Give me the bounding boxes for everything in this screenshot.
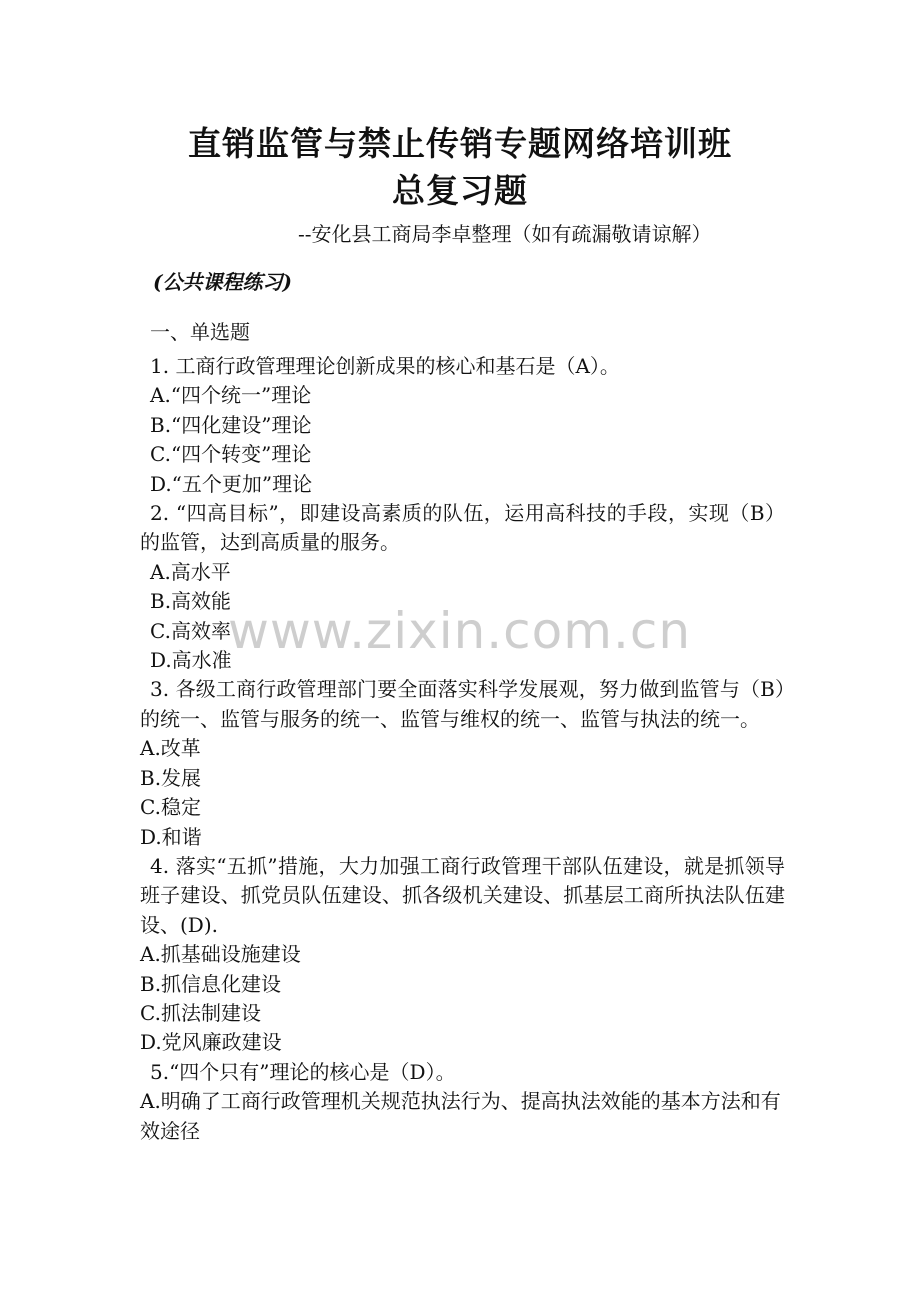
question-5: 5.“四个只有”理论的核心是（D）。 xyxy=(150,1059,456,1084)
question-3-option-a: A.改革 xyxy=(140,736,201,761)
question-4-option-c: C.抓法制建设 xyxy=(140,1000,261,1025)
author-note: --安化县工商局李卓整理（如有疏漏敬请谅解） xyxy=(298,222,712,246)
question-1-option-a: A.“四个统一”理论 xyxy=(150,383,312,408)
question-2-option-d: D.高水准 xyxy=(150,648,232,673)
question-2-option-b: B.高效能 xyxy=(150,589,232,614)
question-1-option-c: C.“四个转变”理论 xyxy=(150,442,312,467)
question-4-option-a: A.抓基础设施建设 xyxy=(140,942,301,967)
question-5-option-a: A.明确了工商行政管理机关规范执法行为、提高执法效能的基本方法和有效途径 xyxy=(140,1089,781,1143)
question-3-option-d: D.和谐 xyxy=(140,824,202,849)
question-type-heading: 一、单选题 xyxy=(150,320,250,344)
watermark: www.zixin.com.cn xyxy=(228,602,692,660)
question-2-option-a: A.高水平 xyxy=(150,559,231,584)
question-1-option-b: B.“四化建设”理论 xyxy=(150,412,312,437)
question-3-option-c: C.稳定 xyxy=(140,795,201,820)
question-list xyxy=(140,352,785,1146)
question-4-option-b: B.抓信息化建设 xyxy=(140,971,282,996)
question-4: 4. 落实“五抓”措施，大力加强工商行政管理干部队伍建设，就是抓领导班子建设、抓党员队伍建设、抓各级机关建设、抓基层工商所执法队伍建设、(D). xyxy=(140,853,785,937)
question-3-option-b: B.发展 xyxy=(140,765,202,790)
question-2-option-c: C.高效率 xyxy=(150,618,231,643)
question-1: 1. 工商行政管理理论创新成果的核心和基石是（A）。 xyxy=(150,354,620,378)
document-subtitle: 总复习题 xyxy=(392,171,528,210)
document-title: 直销监管与禁止传销专题网络培训班 xyxy=(188,124,732,163)
section-label: (公共课程练习) xyxy=(153,270,292,294)
question-1-option-d: D.“五个更加”理论 xyxy=(150,471,313,496)
question-2: 2. “四高目标”，即建设高素质的队伍，运用高科技的手段，实现（B）的监管，达到高质量的服务。 xyxy=(140,501,785,555)
question-3: 3. 各级工商行政管理部门要全面落实科学发展观，努力做到监管与（B）的统一、监管与服务的统一、监管与维权的统一、监管与执法的统一。 xyxy=(140,677,785,731)
question-4-option-d: D.党风廉政建设 xyxy=(140,1030,282,1055)
